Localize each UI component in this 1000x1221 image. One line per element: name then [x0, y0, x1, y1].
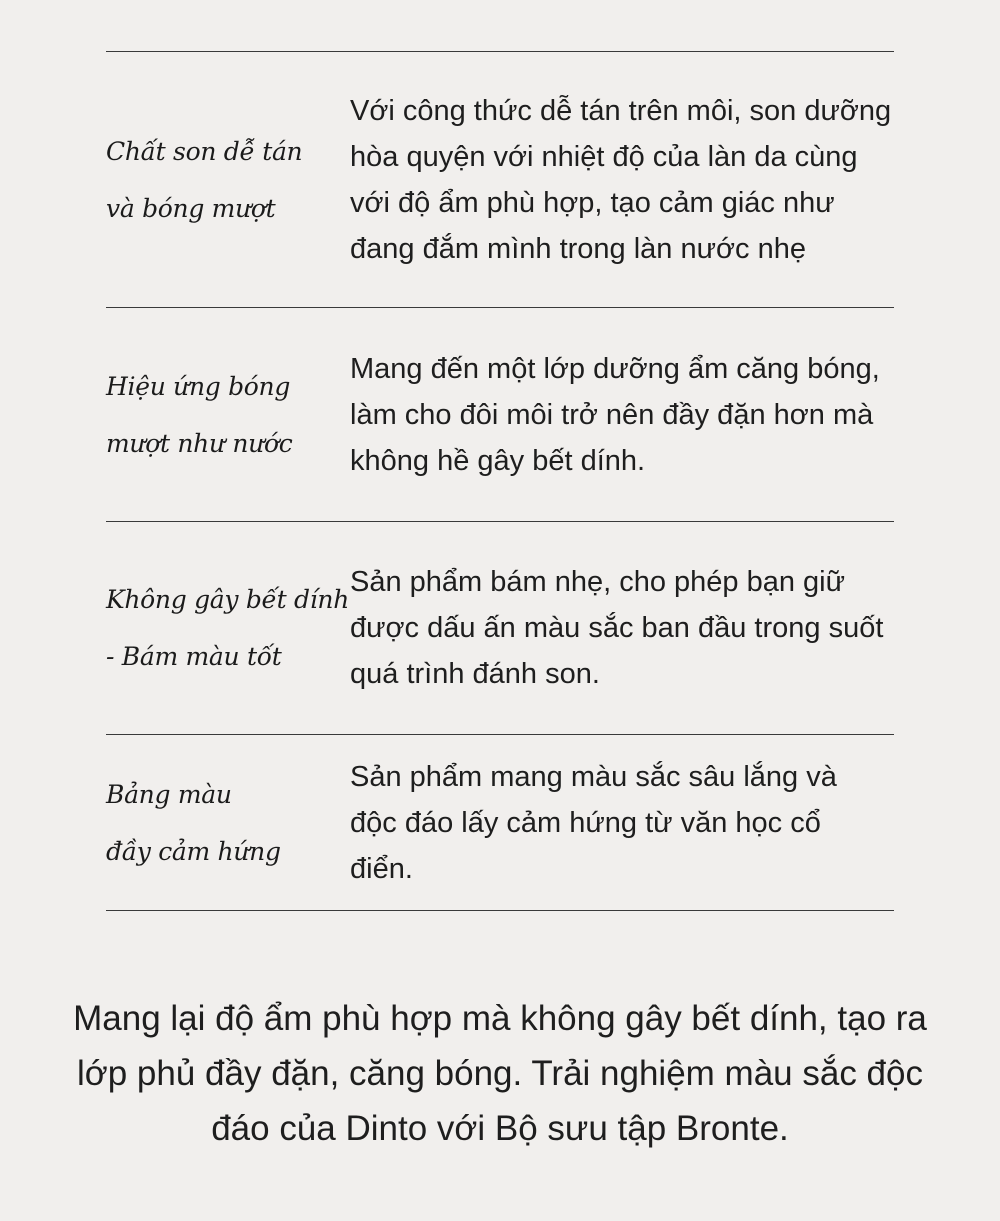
feature-title-line: Chất son dễ tán [106, 136, 303, 166]
footer-line: đáo của Dinto với Bộ sưu tập Bronte. [211, 1109, 789, 1148]
footer-line: Mang lại độ ẩm phù hợp mà không gây bết dính, tạo ra [73, 999, 927, 1038]
feature-title-line: mượt như nước [106, 428, 293, 458]
feature-description-line: Mang đến một lớp dưỡng ẩm căng bóng, [350, 352, 880, 385]
feature-title-line: và bóng mượt [106, 193, 276, 223]
feature-row [106, 522, 894, 734]
feature-description-line: độc đáo lấy cảm hứng từ văn học cổ [350, 806, 821, 839]
feature-description [350, 88, 894, 272]
feature-description-line: hòa quyện với nhiệt độ của làn da cùng [350, 140, 858, 173]
feature-description-line: đang đắm mình trong làn nước nhẹ [350, 232, 806, 265]
feature-description [350, 346, 894, 484]
feature-title [106, 766, 350, 880]
feature-title [106, 123, 350, 237]
feature-description-line: làm cho đôi môi trở nên đầy đặn hơn mà [350, 398, 874, 431]
divider [106, 910, 894, 911]
feature-description [350, 559, 894, 697]
feature-row [106, 52, 894, 307]
feature-title-line: - Bám màu tốt [106, 642, 282, 671]
feature-row [106, 308, 894, 521]
feature-table [106, 51, 894, 911]
feature-description-line: Sản phẩm bám nhẹ, cho phép bạn giữ [350, 566, 846, 598]
footer-paragraph [0, 991, 1000, 1156]
footer-line: lớp phủ đầy đặn, căng bóng. Trải nghiệm màu sắc độc [77, 1054, 923, 1093]
feature-title-line: Hiệu ứng bóng [106, 371, 291, 401]
feature-row [106, 735, 894, 910]
feature-description-line: quá trình đánh son. [350, 658, 600, 690]
feature-description-line: không hề gây bết dính. [350, 444, 646, 477]
feature-description-line: Với công thức dễ tán trên môi, son dưỡng [350, 94, 892, 127]
feature-description [350, 754, 894, 892]
feature-title [106, 358, 350, 472]
feature-title-line: đầy cảm hứng [106, 836, 281, 866]
feature-description-line: điển. [350, 852, 413, 885]
feature-title-line: Bảng màu [106, 779, 232, 809]
feature-title-line: Không gây bết dính [106, 585, 350, 614]
feature-description-line: được dấu ấn màu sắc ban đầu trong suốt [350, 612, 884, 644]
feature-description-line: Sản phẩm mang màu sắc sâu lắng và [350, 760, 837, 793]
feature-description-line: với độ ẩm phù hợp, tạo cảm giác như [350, 186, 835, 219]
feature-title [106, 571, 350, 685]
